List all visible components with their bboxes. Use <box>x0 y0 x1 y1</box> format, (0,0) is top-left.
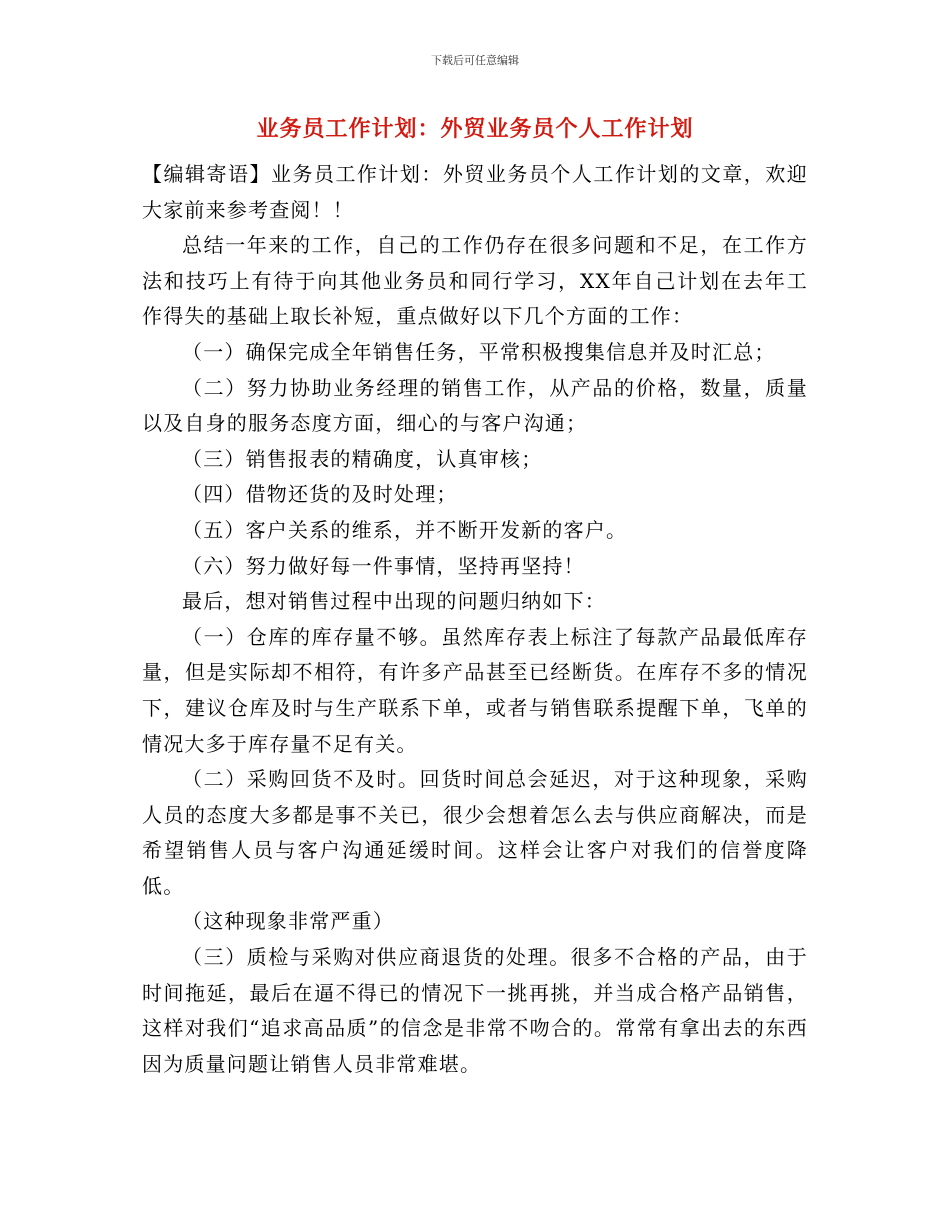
paragraph-problem-item: （一）仓库的库存量不够。虽然库存表上标注了每款产品最低库存量，但是实际却不相符，有许多产品甚至已经断货。在库存不多的情况下，建议仓库及时与生产联系下单，或者与销售联系提醒下单，飞单的情况大多于库存量不足有关。 <box>142 624 808 756</box>
paragraph-problem-item: （二）采购回货不及时。回货时间总会延迟，对于这种现象，采购人员的态度大多都是事不关已，很少会想着怎么去与供应商解决，而是希望销售人员与客户沟通延缓时间。这样会让客户对我们的信誉度降低。 <box>142 767 808 898</box>
paragraph-note: （这种现象非常严重） <box>182 909 394 934</box>
paragraph-summary: 总结一年来的工作，自己的工作仍存在很多问题和不足，在工作方法和技巧上有待于向其他业务员和同行学习，XX年自己计划在去年工作得失的基础上取长补短，重点做好以下几个方面的工作： <box>142 233 808 329</box>
paragraph-plan-item: （六）努力做好每一件事情，坚持再坚持！ <box>182 553 585 578</box>
document-body <box>142 157 808 1082</box>
paragraph-problems-intro: 最后，想对销售过程中出现的问题归纳如下： <box>182 589 606 614</box>
paragraph-plan-item: （四）借物还货的及时处理； <box>182 482 458 507</box>
paragraph-plan-item: （一）确保完成全年销售任务，平常积极搜集信息并及时汇总； <box>182 339 776 364</box>
paragraph-problem-item: （三）质检与采购对供应商退货的处理。很多不合格的产品，由于时间拖延，最后在逼不得已的情况下一挑再挑，并当成合格产品销售，这样对我们“追求高品质”的信念是非常不吻合的。常常有拿出去的东西因为质量问题让销售人员非常难堪。 <box>142 945 808 1076</box>
paragraph-plan-item: （三）销售报表的精确度，认真审核； <box>182 446 543 471</box>
paragraph-editor-note: 【编辑寄语】业务员工作计划：外贸业务员个人工作计划的文章，欢迎大家前来参考查阅！！ <box>142 162 808 222</box>
paragraph-plan-item: （二）努力协助业务经理的销售工作，从产品的价格，数量，质量以及自身的服务态度方面，细心的与客户沟通； <box>142 375 808 436</box>
header-note: 下载后可任意编辑 <box>431 54 519 67</box>
document-title: 业务员工作计划：外贸业务员个人工作计划 <box>256 117 694 142</box>
paragraph-plan-item: （五）客户关系的维系，并不断开发新的客户。 <box>182 517 628 542</box>
